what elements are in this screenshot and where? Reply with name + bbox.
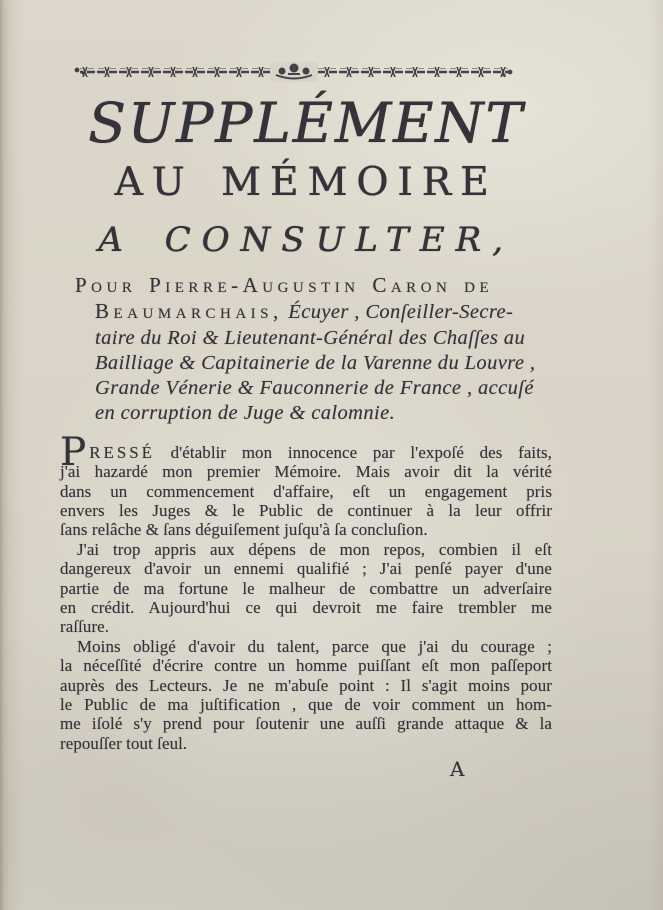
body-line: envers les Juges & le Public de continuer à la leur offrir: [60, 501, 552, 520]
dropcap-letter: P: [60, 429, 87, 475]
lead-word-caps: RESSÉ: [89, 442, 155, 462]
body-line: raſſure.: [60, 617, 110, 637]
body-line: dangereux d'avoir un ennemi qualifié ; J'ai penſé payer d'une: [60, 559, 552, 579]
body-line: ſans relâche & ſans déguiſement juſqu'à ſa concluſion.: [60, 520, 428, 540]
body-line: en crédit. Aujourd'hui ce qui devroit me faire trembler me: [60, 598, 552, 618]
dedication-block: [60, 273, 552, 427]
body-line-text: d'établir mon innocence par l'expoſé des faits,: [154, 442, 552, 462]
body-line: la néceſſité d'écrire contre un homme puiſſant eſt mon paſſeport: [60, 656, 552, 676]
gathering-signature-mark: A: [450, 757, 466, 782]
body-line: auprès des Lecteurs. Je ne m'abuſe point : Il s'agit moins pour: [60, 675, 552, 695]
signature-row: [60, 757, 552, 781]
header-ornament-icon: [74, 62, 514, 82]
page-content: [60, 0, 552, 781]
dedication-line: en corruption de Juge & calomnie.: [95, 402, 396, 425]
dedication-line: [75, 273, 552, 299]
dedication-name-smallcaps: Pour Pierre-Augustin Caron de: [75, 273, 494, 297]
dedication-line: Grande Vénerie & Fauconnerie de France , accuſé: [95, 377, 534, 400]
body-line: le Public de ma juſtification , que de voir comment un hom-: [60, 695, 552, 715]
dedication-name-smallcaps: Beaumarchais,: [95, 299, 283, 324]
dedication-line: taire du Roi & Lieutenant-Général des Chaſſes au: [95, 326, 526, 349]
body-line: J'ai trop appris aux dépens de mon repos, combien il eſt: [77, 539, 552, 559]
title-line-au-memoire: AU MÉMOIRE: [114, 160, 498, 205]
body-line: me iſolé s'y prend pour ſoutenir une auſſi grande attaque & la: [60, 714, 552, 734]
dedication-line: Bailliage & Capitainerie de la Varenne du Louvre ,: [95, 351, 536, 374]
body-line: Moins obligé d'avoir du talent, parce que j'ai du courage ;: [77, 636, 552, 656]
body-line: partie de ma fortune le malheur de combattre un adverſaire: [60, 578, 552, 598]
title-line-a-consulter: A CONSULTER,: [98, 220, 514, 260]
title-line-supplement: SUPPLÉMENT: [88, 91, 524, 155]
body-line: j'ai hazardé mon premier Mémoire. Mais avoir dit la vérité: [60, 462, 552, 482]
body-line: dans un commencement d'affaire, eſt un engagement pris: [60, 481, 552, 501]
body-text: [60, 429, 552, 754]
dedication-line: [95, 299, 552, 325]
body-line: repouſſer tout ſeul.: [60, 733, 188, 753]
dedication-title-italic: Écuyer , Conſeiller-Secre-: [282, 301, 514, 324]
